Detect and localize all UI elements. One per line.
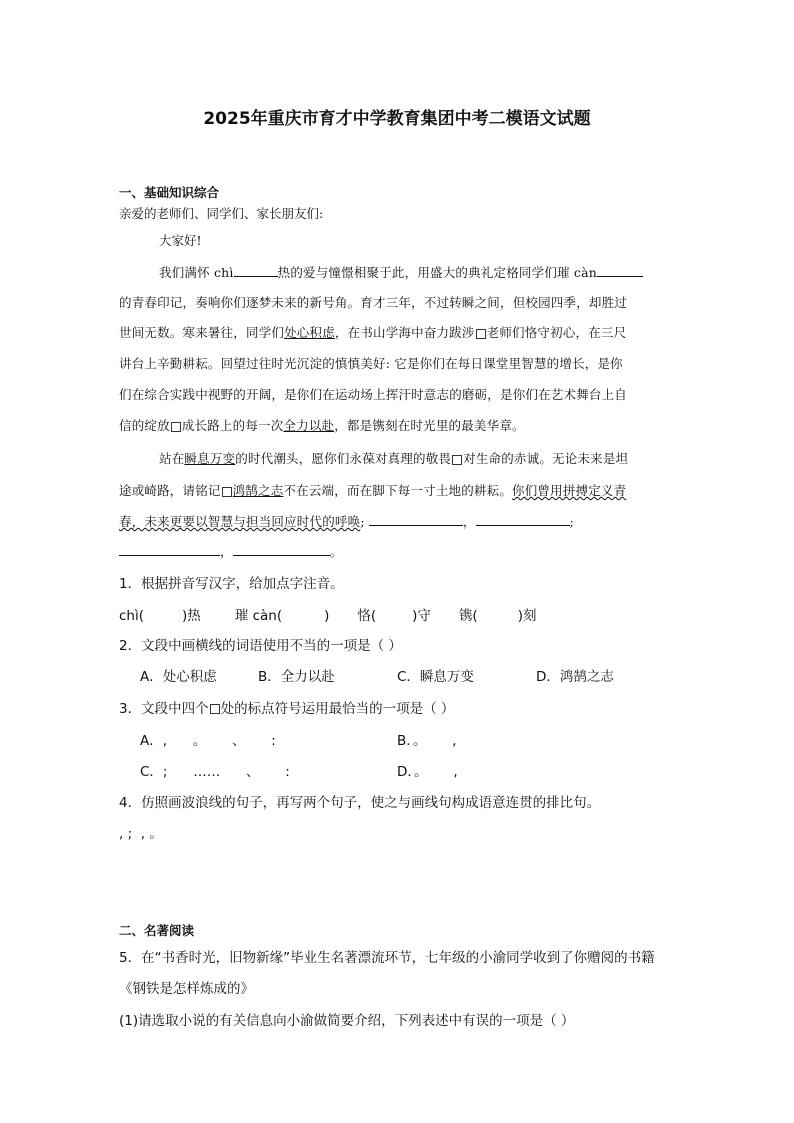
q2-option-b[interactable]: B．全力以赴 <box>258 669 335 685</box>
p2-end: 。 <box>329 544 343 559</box>
p1-a: 我们满怀 chì <box>159 265 234 280</box>
passage-line-3 <box>119 323 626 341</box>
q1-item: )热 <box>182 608 201 624</box>
passage-line-4: 讲台上辛勤耕耘。回望过往时光沉淀的慎慎美好: 它是你们在每日课堂里智慧的增长，是你 <box>119 356 623 371</box>
q1-item: ) <box>324 608 330 624</box>
q2-option-c[interactable]: C．瞬息万变 <box>397 669 474 685</box>
wavy-sentence-2: 春，未来更要以智慧与担当回应时代的呼唤 <box>119 514 361 529</box>
underlined-word-2: 全力以赴 <box>283 418 335 433</box>
p2-c: 对生命的赤诚。无论未来是坦 <box>463 451 629 466</box>
passage-line-8 <box>119 481 626 499</box>
q2-option-a[interactable]: A．处心积虑 <box>140 669 217 685</box>
q1-items <box>119 604 537 624</box>
p1-k: ，都是镌刻在时光里的最美华章。 <box>334 418 525 433</box>
q1-item: 镌( <box>458 608 478 624</box>
passage-line-7 <box>159 449 628 467</box>
q4-answer-line[interactable]: , ; , 。 <box>119 826 163 842</box>
p1-e: ，在书山学海中奋力跋涉 <box>334 325 475 340</box>
passage-line-9 <box>119 512 574 530</box>
p1-j: 成长路上的每一次 <box>181 418 284 433</box>
p2-f: ; <box>360 514 369 529</box>
q1-item: chì( <box>119 608 144 624</box>
p1-b: 热的爱与憧憬相聚于此，用盛大的典礼定格同学们璀 càn <box>277 265 598 280</box>
p2-sep3: ， <box>220 544 233 559</box>
question-3 <box>119 697 454 717</box>
punctuation-box-1 <box>476 329 486 339</box>
passage-line-1 <box>159 263 643 281</box>
q1-item: )刻 <box>517 608 537 624</box>
passage-line-2: 的青春印记，奏响你们逐梦未来的新号角。育才三年，不过转瞬之间，但校园四季，却胜过 <box>119 295 628 310</box>
q1-item: )守 <box>412 608 431 624</box>
q3-tail: 处的标点符号运用最恰当的一项是（ ） <box>220 701 455 717</box>
page-title: 2025年重庆市育才中学教育集团中考二模语文试题 <box>203 109 591 129</box>
punctuation-box-2 <box>171 422 181 432</box>
underlined-word-3: 瞬息万变 <box>184 451 236 466</box>
q3-option-d[interactable]: D．。 , <box>397 764 458 780</box>
section1-heading: 一、基础知识综合 <box>119 185 220 200</box>
section2-heading: 二、名著阅读 <box>119 923 195 938</box>
q3-option-a[interactable]: A．, 。 、 : <box>140 733 276 749</box>
q2-option-d[interactable]: D．鸿鹄之志 <box>536 669 614 685</box>
q1-item: 恪( <box>357 608 377 624</box>
underlined-word-4: 鸿鹄之志 <box>232 483 284 498</box>
p2-sep2: ; <box>569 514 575 529</box>
question-1: 1．根据拼音写汉字，给加点字注音。 <box>119 576 344 592</box>
passage-line-6 <box>119 416 525 434</box>
blank-chi[interactable] <box>234 264 278 277</box>
p2-e: 不在云端，而在脚下每一寸土地的耕耘。 <box>283 483 513 498</box>
q3-head: 3．文段中四个 <box>119 701 209 717</box>
underlined-word-1: 处心积虑 <box>284 325 335 340</box>
passage-line-5: 们在综合实践中视野的开阔，是你们在运动场上挥汗时意志的磨砺，是你们在艺术舞台上自 <box>119 387 628 402</box>
q3-option-b[interactable]: B．。 , <box>397 733 457 749</box>
passage-line-10 <box>119 542 342 560</box>
p1-f: 老师们恪守初心，在三尺 <box>486 325 627 340</box>
blank-can[interactable] <box>597 264 643 277</box>
question-5-line1: 5．在“书香时光，旧物新缘”毕业生名著漂流环节，七年级的小渝同学收到了你赠阅的书籍 <box>119 950 655 966</box>
hello: 大家好! <box>159 233 202 248</box>
question-5-book: 《钢铁是怎样炼成的》 <box>119 981 254 997</box>
p2-sep1: ， <box>462 514 476 529</box>
p1-i: 信的绽放 <box>119 418 170 433</box>
question-4: 4．仿照画波浪线的句子，再写两个句子，使之与画线句构成语意连贯的排比句。 <box>119 795 601 811</box>
answer-blank-1[interactable] <box>369 513 463 526</box>
p1-d: 世间无数。寒来暑往，同学们 <box>119 325 285 340</box>
question-2: 2．文段中画横线的词语使用不当的一项是（ ） <box>119 638 402 654</box>
p2-d: 途或崎路，请铭记 <box>119 483 221 498</box>
p2-b: 的时代潮头，愿你们永葆对真理的敬畏 <box>235 451 452 466</box>
punctuation-box-4 <box>222 487 232 497</box>
q3-option-c[interactable]: C．; …… 、 : <box>140 764 290 780</box>
answer-blank-2[interactable] <box>476 513 570 526</box>
greeting: 亲爱的老师们、同学们、家长朋友们: <box>119 206 324 221</box>
answer-blank-3[interactable] <box>119 543 220 556</box>
punctuation-box-icon <box>210 704 220 714</box>
punctuation-box-3 <box>452 455 462 465</box>
p2-a: 站在 <box>159 451 185 466</box>
wavy-sentence-1: 你们曾用拼搏定义青 <box>512 483 627 498</box>
question-5-sub1: (1)请选取小说的有关信息向小渝做简要介绍，下列表述中有误的一项是（ ） <box>119 1013 575 1029</box>
q1-item: 璀 càn( <box>234 608 283 624</box>
answer-blank-4[interactable] <box>233 543 330 556</box>
